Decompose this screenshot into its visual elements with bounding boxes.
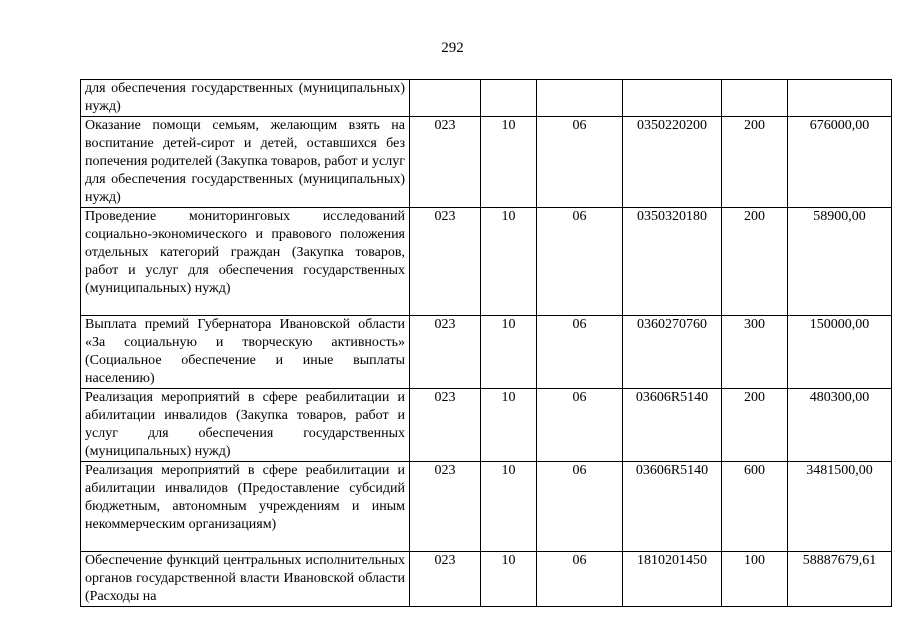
row-section-code: 10	[481, 462, 537, 552]
row-description: Реализация мероприятий в сфере реабилитации и абилитации инвалидов (Предоставление субсидий бюджетным, автономным учреждениям и иным некоммерческим организациям)	[81, 462, 410, 552]
row-description: Реализация мероприятий в сфере реабилитации и абилитации инвалидов (Закупка товаров, работ и услуг для обеспечения государственных (муниципальных) нужд)	[81, 389, 410, 462]
row-target-article-code: 0350220200	[623, 117, 722, 208]
row-target-article-code: 0350320180	[623, 208, 722, 316]
row-subsection-code	[537, 80, 623, 117]
row-description: Выплата премий Губернатора Ивановской области «За социальную и творческую активность» (Социальное обеспечение и иные выплаты населению)	[81, 316, 410, 389]
row-target-article-code: 1810201450	[623, 552, 722, 607]
row-amount: 150000,00	[788, 316, 892, 389]
row-expense-type-code: 300	[722, 316, 788, 389]
row-section-code: 10	[481, 208, 537, 316]
row-section-code: 10	[481, 316, 537, 389]
row-description: для обеспечения государственных (муниципальных) нужд)	[81, 80, 410, 117]
row-grbs-code: 023	[410, 462, 481, 552]
row-expense-type-code: 200	[722, 208, 788, 316]
row-subsection-code: 06	[537, 117, 623, 208]
budget-table	[80, 79, 892, 607]
row-section-code: 10	[481, 117, 537, 208]
row-subsection-code: 06	[537, 389, 623, 462]
row-subsection-code: 06	[537, 462, 623, 552]
table-row	[81, 316, 892, 389]
row-expense-type-code: 600	[722, 462, 788, 552]
row-grbs-code: 023	[410, 208, 481, 316]
row-grbs-code: 023	[410, 117, 481, 208]
row-section-code	[481, 80, 537, 117]
row-subsection-code: 06	[537, 552, 623, 607]
row-amount: 58900,00	[788, 208, 892, 316]
row-expense-type-code: 200	[722, 389, 788, 462]
row-expense-type-code: 100	[722, 552, 788, 607]
table-row	[81, 389, 892, 462]
row-subsection-code: 06	[537, 208, 623, 316]
table-row	[81, 208, 892, 316]
page-number: 292	[441, 40, 464, 56]
row-amount: 3481500,00	[788, 462, 892, 552]
row-amount: 480300,00	[788, 389, 892, 462]
row-section-code: 10	[481, 389, 537, 462]
row-expense-type-code: 200	[722, 117, 788, 208]
row-target-article-code: 03606R5140	[623, 389, 722, 462]
row-section-code: 10	[481, 552, 537, 607]
row-target-article-code	[623, 80, 722, 117]
row-grbs-code	[410, 80, 481, 117]
table-row	[81, 552, 892, 607]
row-expense-type-code	[722, 80, 788, 117]
row-target-article-code: 03606R5140	[623, 462, 722, 552]
row-description: Обеспечение функций центральных исполнительных органов государственной власти Ивановской области (Расходы на	[81, 552, 410, 607]
row-amount: 58887679,61	[788, 552, 892, 607]
row-amount	[788, 80, 892, 117]
table-row	[81, 80, 892, 117]
row-grbs-code: 023	[410, 389, 481, 462]
row-grbs-code: 023	[410, 316, 481, 389]
row-description: Оказание помощи семьям, желающим взять на воспитание детей-сирот и детей, оставшихся без попечения родителей (Закупка товаров, работ и услуг для обеспечения государственных (муниципальных) нужд)	[81, 117, 410, 208]
row-description: Проведение мониторинговых исследований социально-экономического и правового положения отдельных категорий граждан (Закупка товаров, работ и услуг для обеспечения государственных (муниципальных) нужд)	[81, 208, 410, 316]
table-row	[81, 462, 892, 552]
row-grbs-code: 023	[410, 552, 481, 607]
row-amount: 676000,00	[788, 117, 892, 208]
row-target-article-code: 0360270760	[623, 316, 722, 389]
row-subsection-code: 06	[537, 316, 623, 389]
table-row	[81, 117, 892, 208]
